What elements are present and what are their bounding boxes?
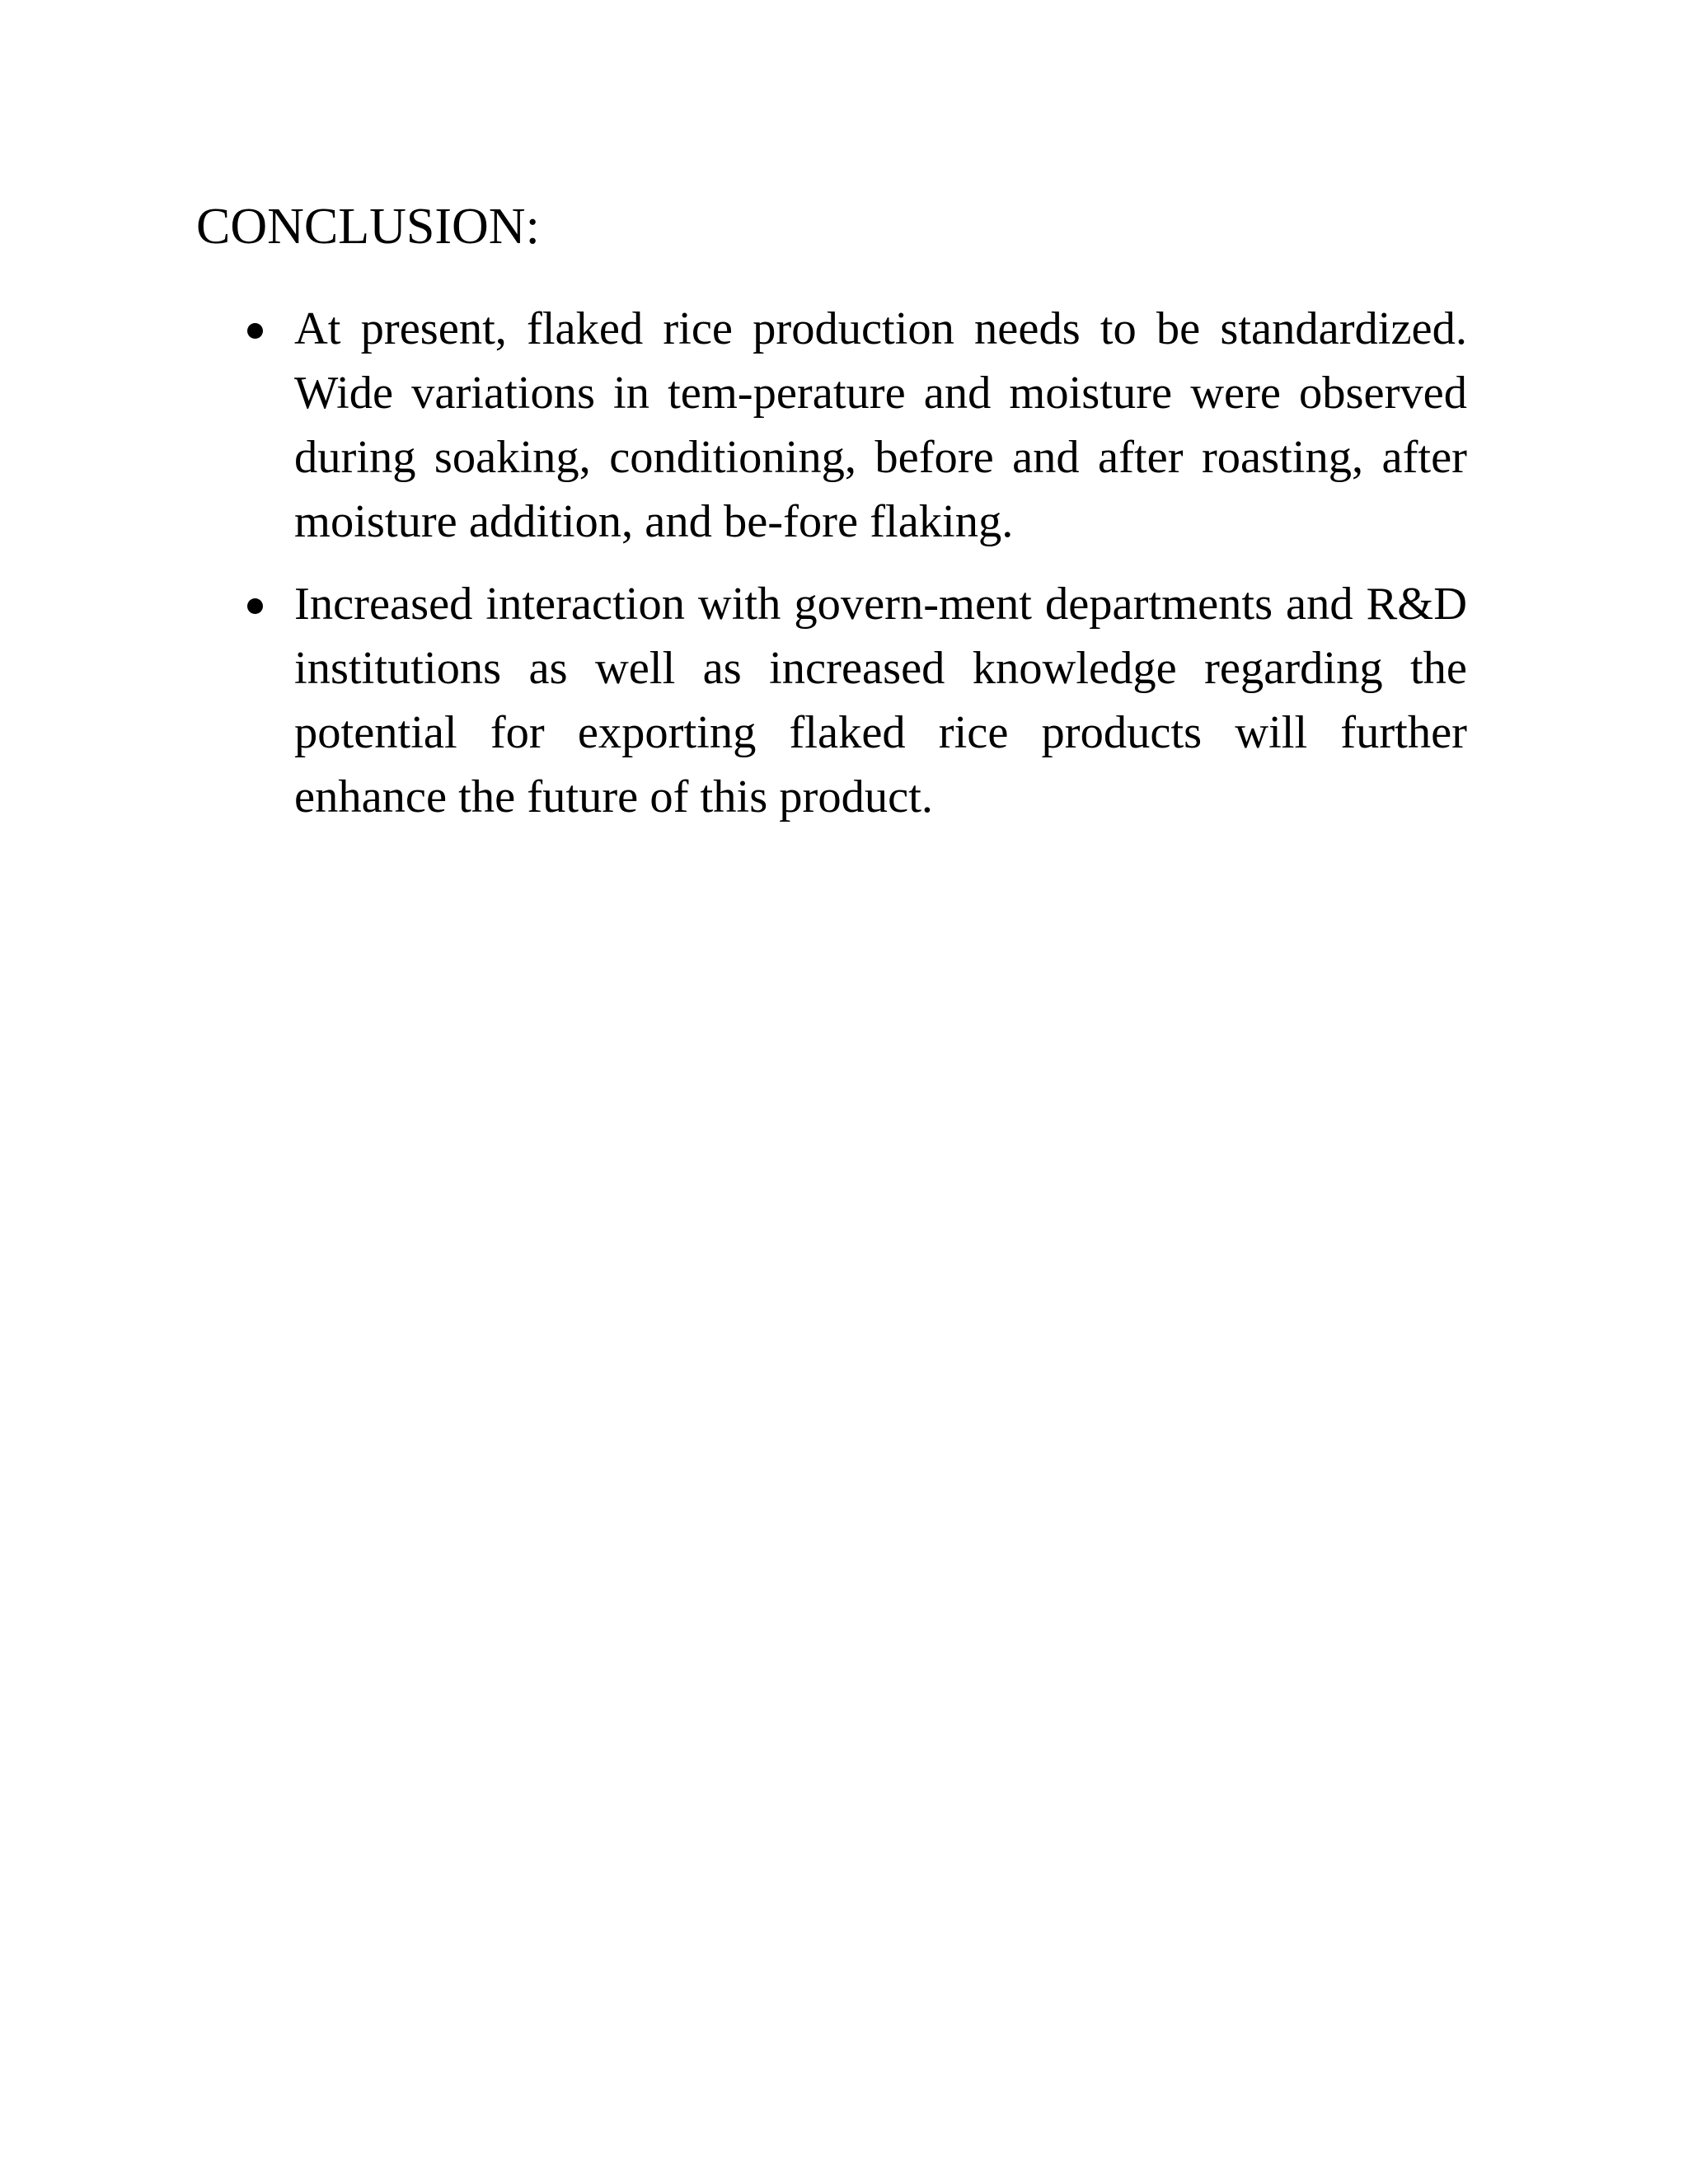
section-heading: CONCLUSION:: [196, 199, 540, 255]
list-item: [247, 297, 1467, 554]
conclusion-list: [247, 297, 1467, 847]
list-item-text: At present, flaked rice production needs to be standardized. Wide variations in tem-perature and moisture were observed during soaking, conditioning, before and after roasting, after moisture addition, and be-fore flaking.: [294, 303, 1467, 547]
list-item-text: Increased interaction with govern-ment departments and R&D institutions as well as increased knowledge regarding the potential for exporting flaked rice products will further enhance the future of this product.: [294, 579, 1467, 823]
bullet-icon: [247, 598, 263, 614]
bullet-icon: [247, 323, 263, 339]
list-item: [247, 572, 1467, 829]
